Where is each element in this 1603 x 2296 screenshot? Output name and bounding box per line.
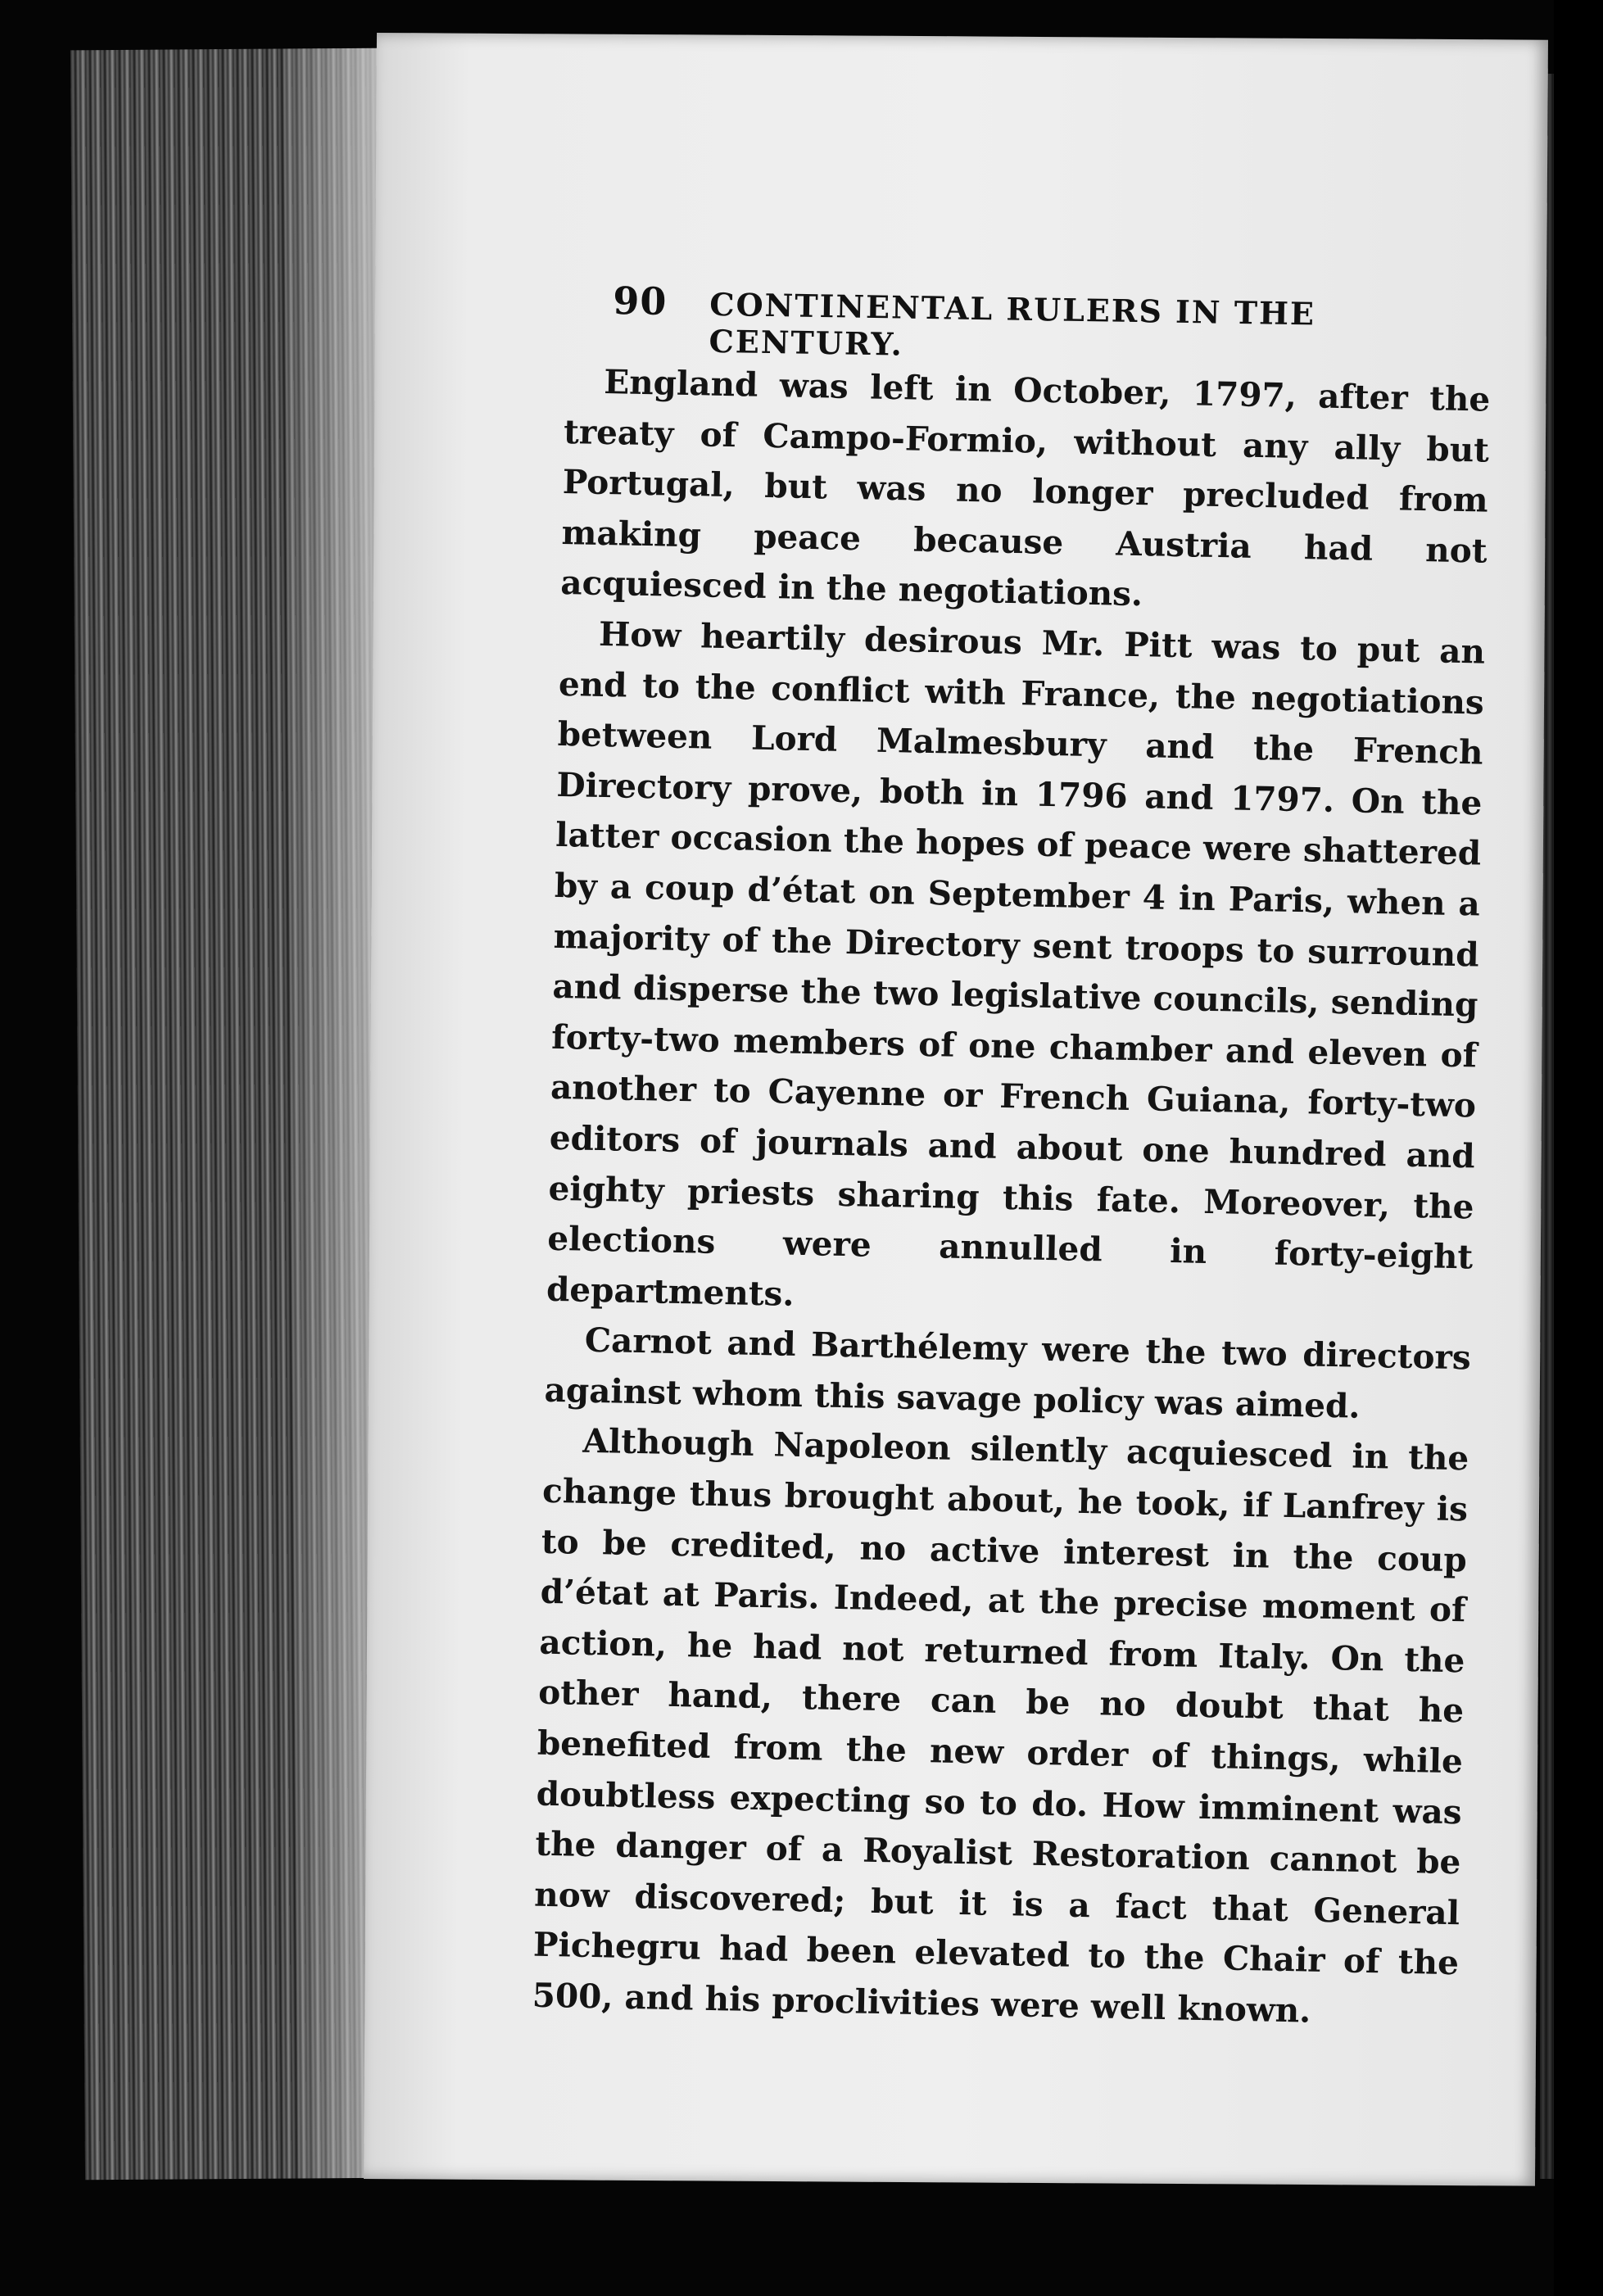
running-head-title: CONTINENTAL RULERS IN THE CENTURY. xyxy=(709,285,1316,363)
paragraph-2: How heartily desirous Mr. Pitt was to put an end to the conflict with France, the negotiations between Lord Malmesbury and the French Directory prove, both in 1796 and 1797. On the latter occasion the hopes of peace were shattered by a coup d’état on September 4 in Paris, when a majority of the Directory sent troops to surround and disperse the two legislative councils, sending forty-two members of one chamber and eleven of another to Cayenne or French Guiana, forty-two editors of journals and about one hundred and eighty priests sharing this fate. Moreover, the elections were annulled in forty-eight departments. xyxy=(546,614,1486,1314)
right-dark-strip xyxy=(1554,0,1603,2296)
paragraph-4: Although Napoleon silently acquiesced in the change thus brought about, he took, if Lanfrey is to be credited, no active interest in the coup d’état at Paris. Indeed, at the precise moment of action, he had not returned from Italy. On the other hand, there can be no doubt that he benefited from the new order of things, while doubtless expecting so to do. How imminent was the danger of a Royalist Restoration cannot be now discovered; but it is a fact that General Pichegru had been elevated to the Chair of the 500, and his proclivities were well known. xyxy=(532,1421,1469,2031)
running-head xyxy=(612,279,1448,371)
page-number: 90 xyxy=(612,279,668,324)
book-fore-edge xyxy=(70,48,396,2181)
body-text xyxy=(532,356,1491,2040)
paragraph-3: Carnot and Barthélemy were the two directors against whom this savage policy was aimed. xyxy=(544,1320,1472,1426)
paragraph-1: England was left in October, 1797, after the treaty of Campo-Formio, without any ally but Portugal, but was no longer precluded from making peace because Austria had not acquiesced in the negotiations. xyxy=(559,361,1491,614)
